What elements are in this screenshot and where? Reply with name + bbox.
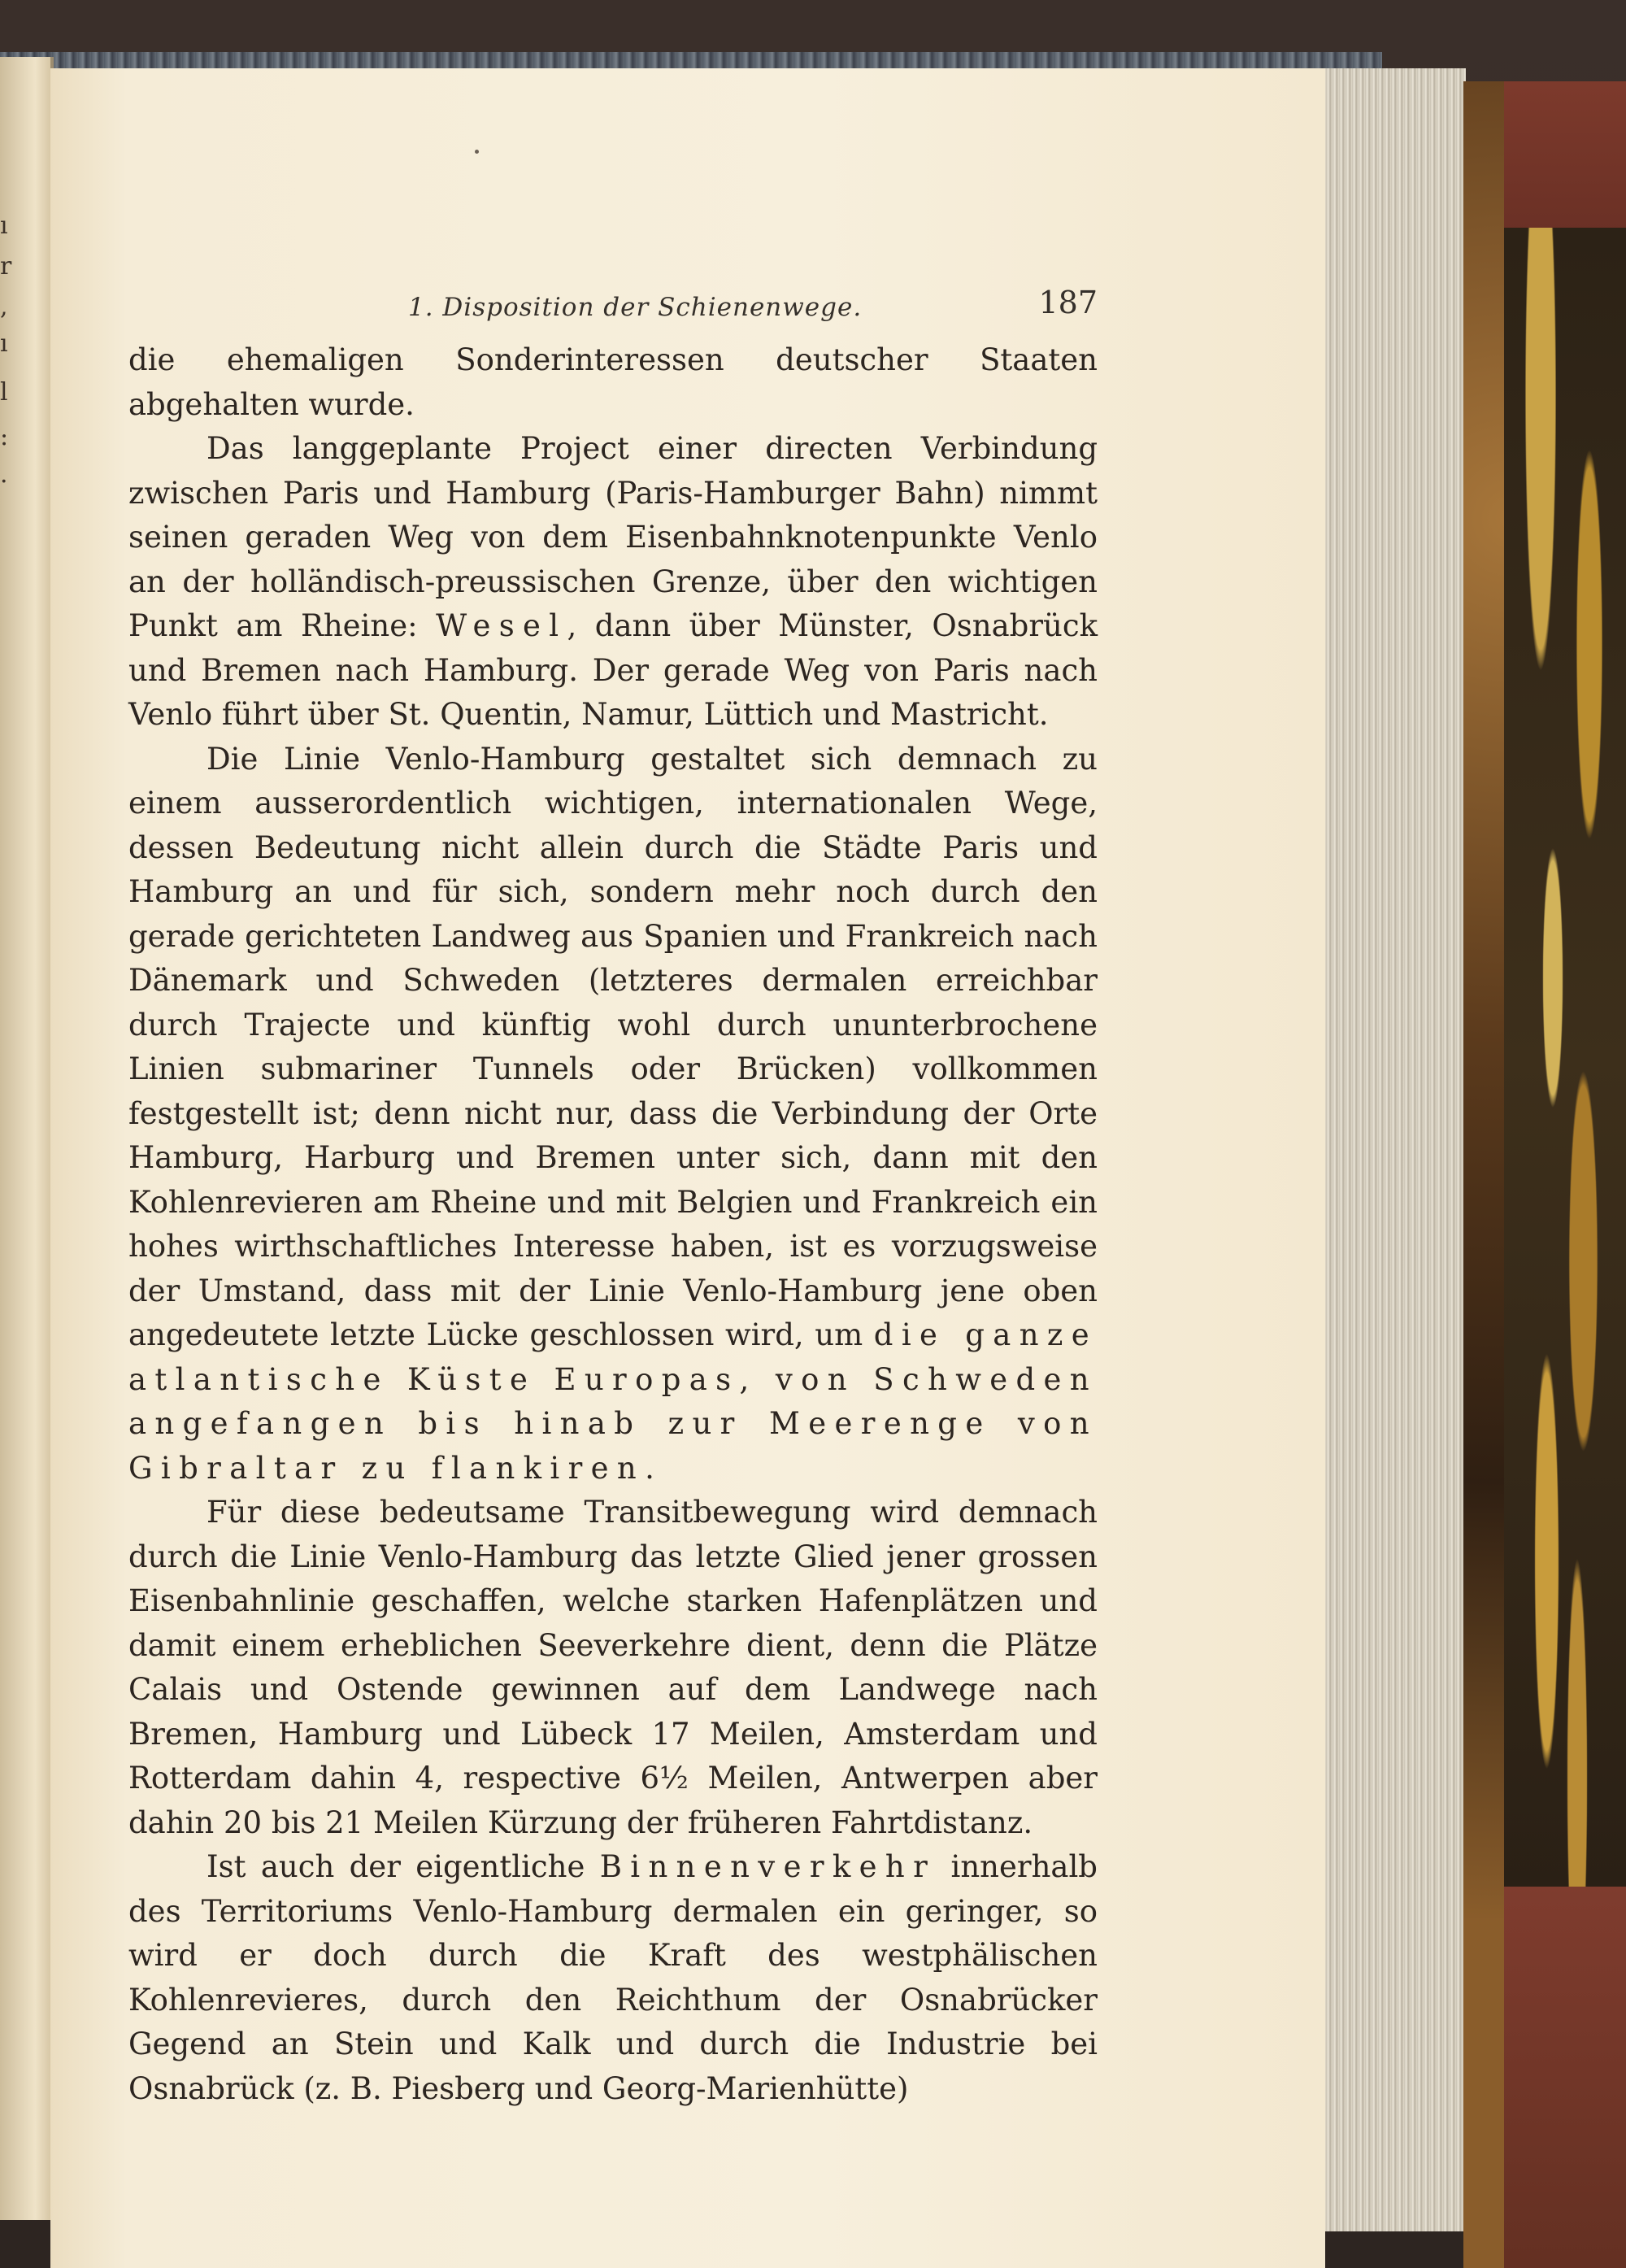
text-run: Die Linie Venlo-Hamburg gestaltet sich demnach zu einem ausserordentlich wichtigen, internationalen Wege, dessen Bedeutung nicht allein durch die Städte Paris und Hamburg an und für sich, sondern mehr noch durch den gerade gerichteten Landweg aus Spanien und Frankreich nach Dänemark und Schweden (letzteres dermalen erreichbar durch Trajecte und künftig wohl durch ununterbrochene Linien submariner Tunnels oder Brücken) vollkommen festgestellt ist; denn nicht nur, dass die Verbindung der Orte Hamburg, Harburg und Bremen unter sich, dann mit den Kohlenrevieren am Rheine und mit Belgien und Frankreich ein hohes wirthschaftliches Interesse haben, ist es vorzugsweise der Umstand, dass mit der Linie Venlo-Hamburg jene oben angedeutete letzte Lücke geschlossen wird, um — [128, 741, 1098, 1352]
spaced-emphasis: Wesel — [436, 608, 567, 643]
text-run: , dann über Münster, Osnabrück und Bremen nach Hamburg. Der gerade Weg von Paris nach Venlo führt über St. Quentin, Namur, Lüttich und Mastricht. — [128, 608, 1098, 732]
paragraph — [128, 1491, 1098, 1845]
text-run: die ehemaligen Sonderinteressen deutscher Staaten abgehalten wurde. — [128, 342, 1098, 422]
cover-leather-corner-bottom — [1504, 1887, 1626, 2268]
text-run: innerhalb des Territoriums Venlo-Hamburg dermalen ein geringer, so wird er doch durch die Kraft des westphälischen Kohlenrevieres, durch den Reichthum der Osnabrücker Gegend an Stein und Kalk und durch die Industrie bei Osnabrück (z. B. Piesberg und Georg-Marienhütte) — [128, 1849, 1098, 2106]
marbled-cover-paper — [1504, 228, 1626, 1895]
text-block — [128, 285, 1098, 2111]
page-number: 187 — [1038, 285, 1098, 320]
paragraph — [128, 338, 1098, 427]
text-run: Für diese bedeutsame Transitbewegung wird demnach durch die Linie Venlo-Hamburg das letzte Glied jener grossen Eisenbahnlinie geschaffen, welche starken Hafenplätzen und damit einem erheblichen Seeverkehre dient, denn die Plätze Calais und Ostende gewinnen auf dem Landwege nach Bremen, Hamburg und Lübeck 17 Meilen, Amsterdam und Rotterdam dahin 4, respective 6½ Meilen, Antwerpen aber dahin 20 bis 21 Meilen Kürzung der früheren Fahrtdistanz. — [128, 1495, 1098, 1840]
text-run: . — [645, 1450, 654, 1486]
text-run: Das langgeplante Project einer directen Verbindung zwischen Paris und Hamburg (Paris-Hamburger Bahn) nimmt seinen geraden Weg von dem Eisenbahnknotenpunkte Venlo an der holländisch-preussischen Grenze, über den wichtigen Punkt am Rheine: — [128, 431, 1098, 643]
paragraph — [128, 1845, 1098, 2111]
body-text — [128, 338, 1098, 2111]
spaced-emphasis: Binnenverkehr — [599, 1849, 937, 1884]
left-page-cut-text: ı r , ı l : · — [0, 211, 12, 496]
cover-leather-corner-top — [1504, 81, 1626, 236]
spaced-emphasis: die ganze atlantische Küste Europas, von Schweden angefangen bis hinab zur Meerenge von Gibraltar zu flankiren — [128, 1317, 1098, 1486]
page-edges-stack — [1317, 68, 1466, 2231]
left-page-edge — [0, 57, 54, 2220]
paragraph — [128, 738, 1098, 1491]
paragraph — [128, 427, 1098, 738]
binding-headband — [0, 52, 1382, 70]
running-head — [128, 285, 1098, 338]
text-run: Ist auch der eigentliche — [207, 1849, 600, 1884]
paper-speck — [475, 150, 479, 154]
running-title: 1. Disposition der Schienenwege. — [408, 293, 863, 322]
